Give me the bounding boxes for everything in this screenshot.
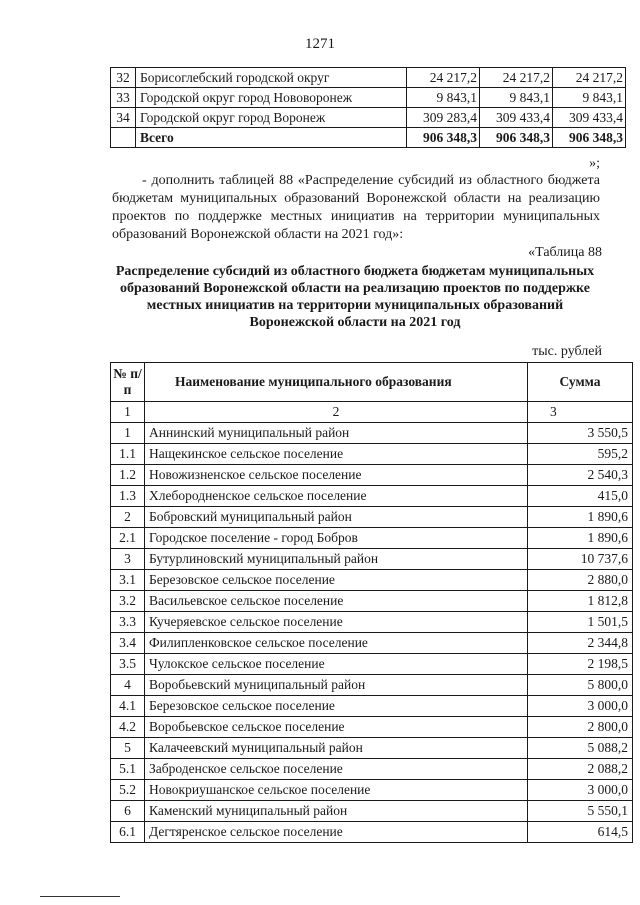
units-label: тыс. рублей bbox=[532, 344, 602, 359]
total-value: 906 348,3 bbox=[553, 128, 626, 148]
subsidy-amount: 2 800,0 bbox=[528, 717, 633, 738]
row-number: 34 bbox=[111, 108, 136, 128]
table-row bbox=[111, 549, 633, 570]
row-name: Городской округ город Воронеж bbox=[136, 108, 407, 128]
index-number: 1 bbox=[111, 402, 145, 423]
table-row bbox=[111, 822, 633, 843]
row-number: 1 bbox=[111, 423, 145, 444]
row-number: 3.5 bbox=[111, 654, 145, 675]
row-number: 1.3 bbox=[111, 486, 145, 507]
subsidy-amount: 2 880,0 bbox=[528, 570, 633, 591]
row-number: 3.2 bbox=[111, 591, 145, 612]
subsidy-amount: 614,5 bbox=[528, 822, 633, 843]
row-value: 24 217,2 bbox=[553, 68, 626, 88]
header-name: Наименование муниципального образования bbox=[145, 363, 528, 402]
municipality-name: Бобровский муниципальный район bbox=[145, 507, 528, 528]
subsidy-amount: 10 737,6 bbox=[528, 549, 633, 570]
municipality-name: Чулокское сельское поселение bbox=[145, 654, 528, 675]
row-number: 33 bbox=[111, 88, 136, 108]
row-number: 3.3 bbox=[111, 612, 145, 633]
index-name: 2 bbox=[145, 402, 528, 423]
table-label: «Таблица 88 bbox=[528, 245, 602, 260]
table-row bbox=[111, 801, 633, 822]
row-number: 1.1 bbox=[111, 444, 145, 465]
row-value: 9 843,1 bbox=[553, 88, 626, 108]
municipality-name: Калачеевский муниципальный район bbox=[145, 738, 528, 759]
top-table bbox=[110, 67, 626, 148]
municipality-name: Хлебородненское сельское поселение bbox=[145, 486, 528, 507]
row-number: 5 bbox=[111, 738, 145, 759]
quote-close: »; bbox=[589, 156, 600, 171]
row-value: 24 217,2 bbox=[480, 68, 553, 88]
subsidy-amount: 1 812,8 bbox=[528, 591, 633, 612]
row-number: 6 bbox=[111, 801, 145, 822]
table-row bbox=[111, 507, 633, 528]
total-number bbox=[111, 128, 136, 148]
page-number: 1271 bbox=[305, 36, 335, 52]
subsidy-amount: 5 550,1 bbox=[528, 801, 633, 822]
municipality-name: Воробьевский муниципальный район bbox=[145, 675, 528, 696]
table-row bbox=[111, 738, 633, 759]
row-number: 5.2 bbox=[111, 780, 145, 801]
subsidy-amount: 3 550,5 bbox=[528, 423, 633, 444]
row-number: 32 bbox=[111, 68, 136, 88]
subsidy-amount: 5 088,2 bbox=[528, 738, 633, 759]
table-row bbox=[111, 88, 626, 108]
footnote-divider bbox=[40, 896, 120, 897]
municipality-name: Новокриушанское сельское поселение bbox=[145, 780, 528, 801]
table-row bbox=[111, 633, 633, 654]
municipality-name: Березовское сельское поселение bbox=[145, 570, 528, 591]
table-row bbox=[111, 759, 633, 780]
table-row bbox=[111, 612, 633, 633]
subsidy-amount: 5 800,0 bbox=[528, 675, 633, 696]
row-value: 309 433,4 bbox=[480, 108, 553, 128]
municipality-name: Заброденское сельское поселение bbox=[145, 759, 528, 780]
row-number: 4.1 bbox=[111, 696, 145, 717]
table-title: Распределение субсидий из областного бюджета бюджетам муниципальных образований Воронежской области на реализацию проектов по поддержке местных инициатив на территории муниципальных образований Воронежской области на 2021 год bbox=[115, 264, 595, 330]
row-number: 3 bbox=[111, 549, 145, 570]
table-row bbox=[111, 465, 633, 486]
table-row bbox=[111, 68, 626, 88]
subsidy-amount: 2 088,2 bbox=[528, 759, 633, 780]
row-value: 24 217,2 bbox=[407, 68, 480, 88]
table-row bbox=[111, 528, 633, 549]
municipality-name: Аннинский муниципальный район bbox=[145, 423, 528, 444]
subsidy-amount: 3 000,0 bbox=[528, 696, 633, 717]
table-row bbox=[111, 675, 633, 696]
subsidy-amount: 2 198,5 bbox=[528, 654, 633, 675]
table-row bbox=[111, 654, 633, 675]
total-label: Всего bbox=[136, 128, 407, 148]
subsidy-amount: 2 540,3 bbox=[528, 465, 633, 486]
subsidy-table bbox=[110, 362, 633, 843]
subsidy-amount: 595,2 bbox=[528, 444, 633, 465]
municipality-name: Васильевское сельское поселение bbox=[145, 591, 528, 612]
subsidy-amount: 1 890,6 bbox=[528, 507, 633, 528]
row-number: 4 bbox=[111, 675, 145, 696]
subsidy-amount: 1 890,6 bbox=[528, 528, 633, 549]
subsidy-amount: 3 000,0 bbox=[528, 780, 633, 801]
top-table-body bbox=[111, 68, 626, 148]
municipality-name: Новожизненское сельское поселение bbox=[145, 465, 528, 486]
row-name: Городской округ город Нововоронеж bbox=[136, 88, 407, 108]
municipality-name: Кучеряевское сельское поселение bbox=[145, 612, 528, 633]
table-row bbox=[111, 717, 633, 738]
table-row bbox=[111, 570, 633, 591]
row-number: 1.2 bbox=[111, 465, 145, 486]
header-sum: Сумма bbox=[528, 363, 633, 402]
subsidy-amount: 1 501,5 bbox=[528, 612, 633, 633]
amendment-paragraph: - дополнить таблицей 88 «Распределение субсидий из областного бюджета бюджетам муниципальных образований Воронежской области на реализацию проектов по поддержке местных инициатив на территории муниципальных образований Воронежской области на 2021 год»: bbox=[112, 173, 600, 242]
column-index-row bbox=[111, 402, 633, 423]
municipality-name: Бутурлиновский муниципальный район bbox=[145, 549, 528, 570]
total-value: 906 348,3 bbox=[407, 128, 480, 148]
row-value: 309 433,4 bbox=[553, 108, 626, 128]
row-number: 3.4 bbox=[111, 633, 145, 654]
row-number: 5.1 bbox=[111, 759, 145, 780]
row-number: 4.2 bbox=[111, 717, 145, 738]
municipality-name: Нащекинское сельское поселение bbox=[145, 444, 528, 465]
row-value: 9 843,1 bbox=[407, 88, 480, 108]
table-row bbox=[111, 591, 633, 612]
row-name: Борисоглебский городской округ bbox=[136, 68, 407, 88]
row-number: 6.1 bbox=[111, 822, 145, 843]
total-value: 906 348,3 bbox=[480, 128, 553, 148]
table-row bbox=[111, 108, 626, 128]
total-row bbox=[111, 128, 626, 148]
row-value: 9 843,1 bbox=[480, 88, 553, 108]
header-number: № п/п bbox=[111, 363, 145, 402]
index-sum: 3 bbox=[528, 402, 633, 423]
table-header-row bbox=[111, 363, 633, 402]
table-row bbox=[111, 780, 633, 801]
table-row bbox=[111, 423, 633, 444]
row-number: 2.1 bbox=[111, 528, 145, 549]
municipality-name: Филипленковское сельское поселение bbox=[145, 633, 528, 654]
subsidy-table-body bbox=[111, 423, 633, 843]
row-number: 2 bbox=[111, 507, 145, 528]
municipality-name: Каменский муниципальный район bbox=[145, 801, 528, 822]
municipality-name: Воробьевское сельское поселение bbox=[145, 717, 528, 738]
row-value: 309 283,4 bbox=[407, 108, 480, 128]
municipality-name: Городское поселение - город Бобров bbox=[145, 528, 528, 549]
municipality-name: Дегтяренское сельское поселение bbox=[145, 822, 528, 843]
subsidy-amount: 2 344,8 bbox=[528, 633, 633, 654]
table-row bbox=[111, 696, 633, 717]
table-row bbox=[111, 444, 633, 465]
subsidy-amount: 415,0 bbox=[528, 486, 633, 507]
table-row bbox=[111, 486, 633, 507]
row-number: 3.1 bbox=[111, 570, 145, 591]
municipality-name: Березовское сельское поселение bbox=[145, 696, 528, 717]
